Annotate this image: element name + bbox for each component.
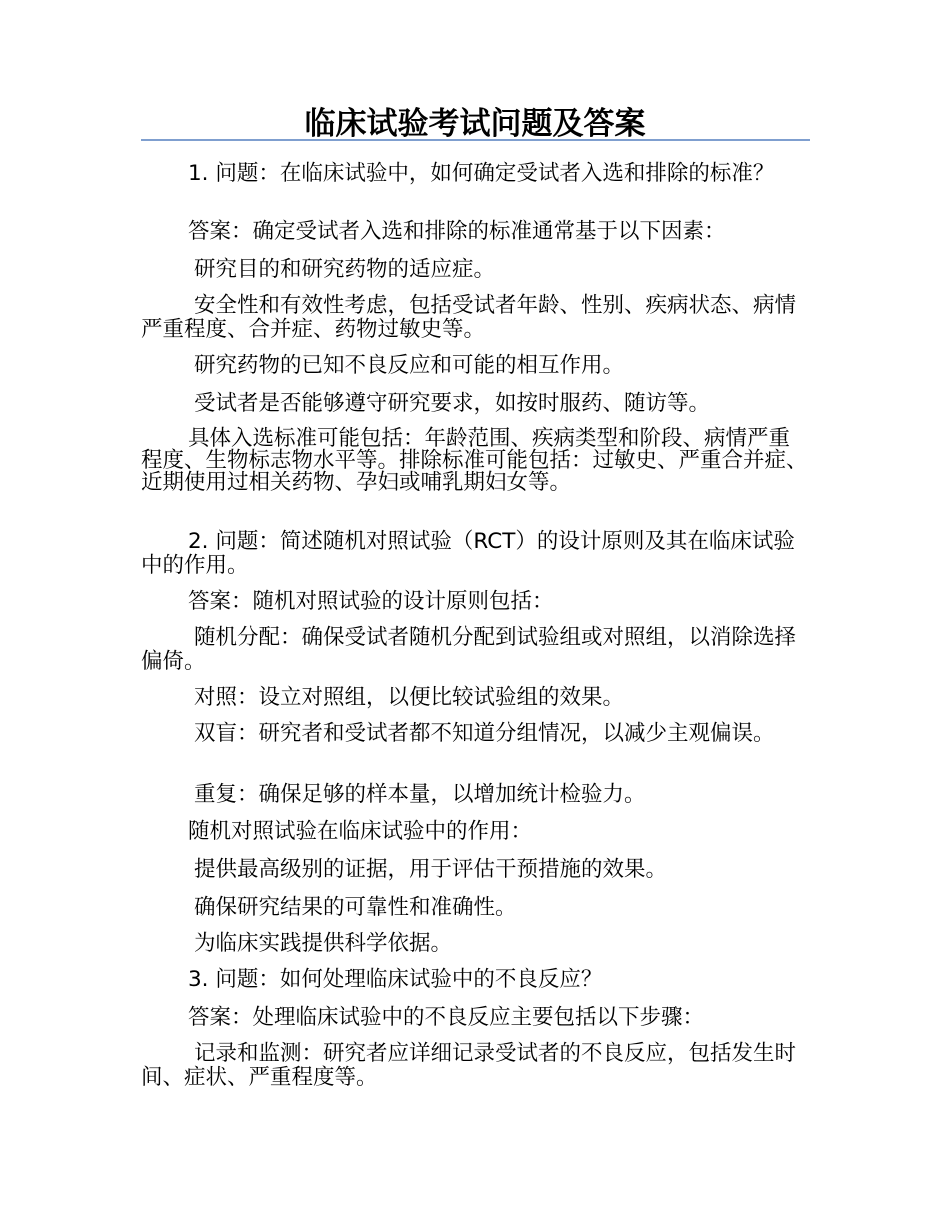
paragraph-rct-role-3: 为临床实践提供科学依据。 [194, 931, 453, 956]
paragraph-a1-item-3: 研究药物的已知不良反应和可能的相互作用。 [194, 353, 625, 378]
paragraph-a1-item-1: 研究目的和研究药物的适应症。 [194, 257, 496, 282]
paragraph-a3-intro: 答案：处理临床试验中的不良反应主要包括以下步骤： [188, 1005, 705, 1030]
title-underline [141, 139, 810, 141]
paragraph-q3: 3. 问题：如何处理临床试验中的不良反应？ [188, 967, 603, 992]
paragraph-a1-item-4: 受试者是否能够遵守研究要求，如按时服药、随访等。 [194, 391, 711, 416]
paragraph-a2-item-1: 随机分配：确保受试者随机分配到试验组或对照组，以消除选择偏倚。 [141, 625, 797, 674]
paragraph-a2-item-4: 重复：确保足够的样本量，以增加统计检验力。 [194, 782, 646, 807]
paragraph-rct-role-1: 提供最高级别的证据，用于评估干预措施的效果。 [194, 857, 668, 882]
paragraph-a2-item-2: 对照：设立对照组，以便比较试验组的效果。 [194, 685, 625, 710]
paragraph-rct-role-2: 确保研究结果的可靠性和准确性。 [194, 895, 517, 920]
document-title: 临床试验考试问题及答案 [304, 106, 646, 142]
paragraph-a2-intro: 答案：随机对照试验的设计原则包括： [188, 589, 554, 614]
paragraph-a1-criteria: 具体入选标准可能包括：年龄范围、疾病类型和阶段、病情严重程度、生物标志物水平等。排除标准可能包括：过敏史、严重合并症、近期使用过相关药物、孕妇或哺乳期妇女等。 [141, 426, 808, 495]
paragraph-a2-item-3: 双盲：研究者和受试者都不知道分组情况，以减少主观偏误。 [194, 721, 775, 746]
paragraph-q1: 1. 问题：在临床试验中，如何确定受试者入选和排除的标准？ [188, 161, 775, 186]
paragraph-rct-role-intro: 随机对照试验在临床试验中的作用： [188, 819, 533, 844]
paragraph-a1-item-2: 安全性和有效性考虑，包括受试者年龄、性别、疾病状态、病情严重程度、合并症、药物过敏史等。 [141, 293, 797, 342]
paragraph-q2: 2. 问题：简述随机对照试验（RCT）的设计原则及其在临床试验中的作用。 [141, 529, 795, 578]
paragraph-a3-item-1: 记录和监测：研究者应详细记录受试者的不良反应，包括发生时间、症状、严重程度等。 [141, 1041, 797, 1090]
paragraph-a1-intro: 答案：确定受试者入选和排除的标准通常基于以下因素： [188, 219, 726, 244]
